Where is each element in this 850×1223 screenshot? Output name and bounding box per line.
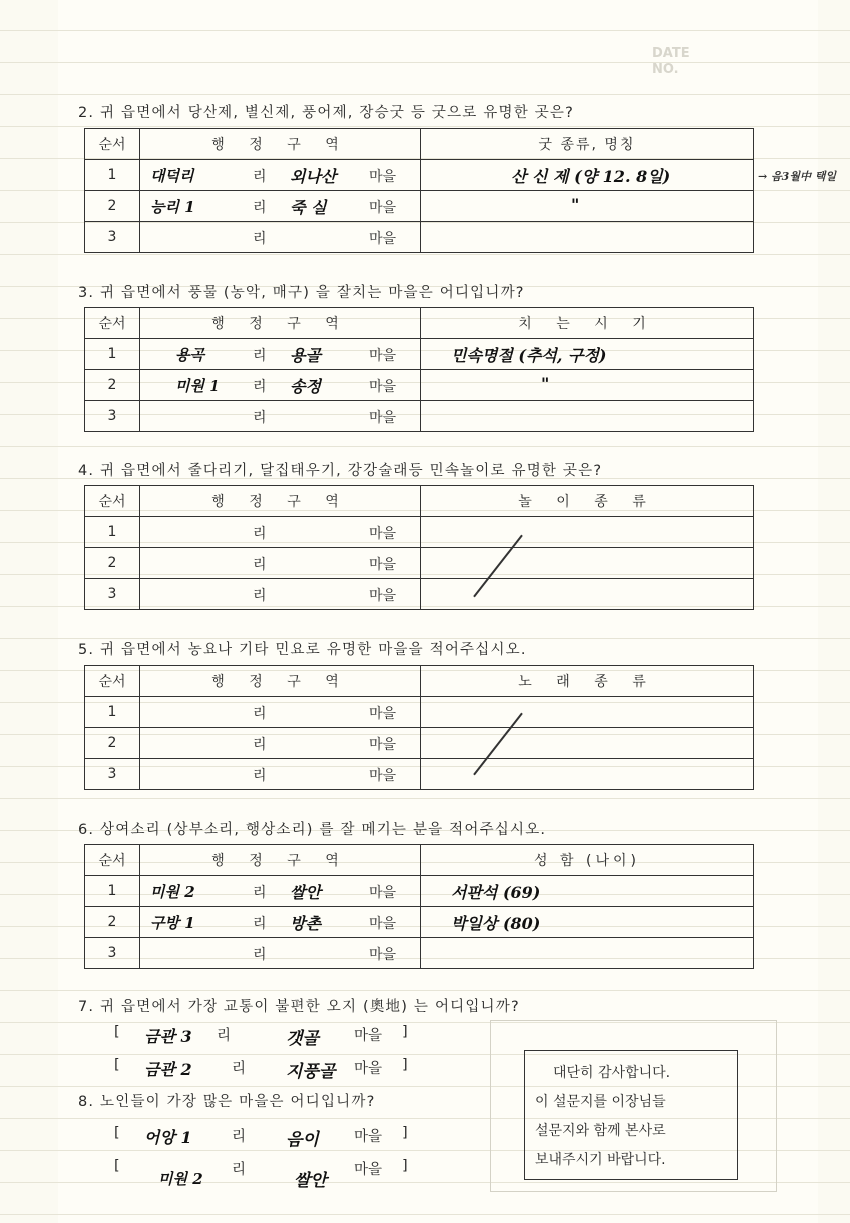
right-cell[interactable] <box>421 697 754 728</box>
question-5: 5. 귀 읍면에서 농요나 기타 민요로 유명한 마을을 적어주십시오. <box>78 642 527 658</box>
thanks-line-3: 설문지와 함께 본사로 <box>535 1123 666 1139</box>
maeul-label: 마을 <box>354 1129 383 1145</box>
maeul-label: 마을 <box>368 200 396 216</box>
header-num: 순서 <box>85 845 140 876</box>
header-area: 행 정 구 역 <box>140 666 421 697</box>
ri-label: 리 <box>253 526 267 542</box>
header-name-age: 성 함 (나이) <box>421 845 754 876</box>
thanks-line-1: 대단히 감사합니다. <box>553 1065 671 1081</box>
right-cell[interactable] <box>421 728 754 759</box>
maeul-label: 마을 <box>368 737 396 753</box>
thanks-line-4: 보내주시기 바랍니다. <box>535 1152 666 1168</box>
right-cell[interactable] <box>421 759 754 790</box>
right-cell[interactable] <box>421 370 754 401</box>
maeul-label: 마을 <box>354 1162 383 1178</box>
header-num: 순서 <box>85 129 140 160</box>
table-row <box>85 370 754 401</box>
right-value: 민속명절 (추석, 구정) <box>451 346 607 365</box>
maeul-label: 마을 <box>368 947 396 963</box>
ri-label: 리 <box>232 1129 247 1145</box>
area-cell[interactable] <box>140 728 421 759</box>
area-cell[interactable] <box>140 401 421 432</box>
right-cell[interactable] <box>421 907 754 938</box>
ri-label: 리 <box>253 737 267 753</box>
maeul-label: 마을 <box>368 348 396 364</box>
table-q6 <box>84 844 754 969</box>
header-num: 순서 <box>85 486 140 517</box>
row-num: 2 <box>85 728 140 759</box>
ri-label: 리 <box>253 557 267 573</box>
open-bracket: [ <box>114 1024 120 1040</box>
ri-value: 미원 2 <box>158 1170 203 1188</box>
question-3: 3. 귀 읍면에서 풍물 (농악, 매구) 을 잘치는 마을은 어디입니까? <box>78 285 525 301</box>
close-bracket: ] <box>402 1057 408 1073</box>
right-cell[interactable] <box>421 191 754 222</box>
header-area: 행 정 구 역 <box>140 486 421 517</box>
table-row <box>85 191 754 222</box>
area-cell[interactable] <box>140 339 421 370</box>
maeul-label: 마을 <box>368 768 396 784</box>
ri-label: 리 <box>232 1162 247 1178</box>
maeul-label: 마을 <box>354 1028 383 1044</box>
table-row <box>85 759 754 790</box>
date-stamp <box>652 46 690 78</box>
maeul-label: 마을 <box>368 916 396 932</box>
table-row <box>85 401 754 432</box>
open-bracket: [ <box>114 1125 120 1141</box>
row-num: 3 <box>85 222 140 253</box>
maeul-value: 죽 실 <box>290 198 327 217</box>
ri-value: 대덕리 <box>150 167 194 185</box>
maeul-label: 마을 <box>354 1061 383 1077</box>
area-cell[interactable] <box>140 938 421 969</box>
row-num: 1 <box>85 876 140 907</box>
maeul-label: 마을 <box>368 169 396 185</box>
table-row <box>85 517 754 548</box>
row-num: 2 <box>85 548 140 579</box>
ruled-line <box>0 62 850 63</box>
ri-value: 금관 2 <box>144 1060 192 1079</box>
ri-label: 리 <box>217 1028 232 1044</box>
header-area: 행 정 구 역 <box>140 129 421 160</box>
ri-value: 능리 1 <box>150 198 195 216</box>
ruled-line <box>0 254 850 255</box>
maeul-value: 외나산 <box>290 167 337 186</box>
area-cell[interactable] <box>140 697 421 728</box>
row-num: 3 <box>85 938 140 969</box>
open-bracket: [ <box>114 1158 120 1174</box>
maeul-label: 마을 <box>368 885 396 901</box>
table-q4 <box>84 485 754 610</box>
q7-answer-2[interactable] <box>114 1057 434 1081</box>
right-cell[interactable] <box>421 579 754 610</box>
maeul-label: 마을 <box>368 557 396 573</box>
close-bracket: ] <box>402 1024 408 1040</box>
thanks-box <box>524 1050 738 1180</box>
ruled-line <box>0 1214 850 1215</box>
ri-label: 리 <box>253 169 267 185</box>
maeul-value: 쌀안 <box>294 1171 327 1191</box>
date-label: DATE <box>652 46 690 61</box>
header-area: 행 정 구 역 <box>140 845 421 876</box>
header-song: 노 래 종 류 <box>421 666 754 697</box>
ri-value: 미원 2 <box>150 883 195 901</box>
maeul-value: 음이 <box>286 1130 319 1150</box>
ruled-line <box>0 446 850 447</box>
right-value: " <box>571 195 580 214</box>
right-value: 서판석 (69) <box>451 883 541 902</box>
row-num: 1 <box>85 339 140 370</box>
right-cell[interactable] <box>421 160 754 191</box>
maeul-label: 마을 <box>368 231 396 247</box>
row-num: 2 <box>85 370 140 401</box>
table-row <box>85 728 754 759</box>
ri-value: 미원 1 <box>175 377 220 395</box>
close-bracket: ] <box>402 1158 408 1174</box>
row-num: 1 <box>85 697 140 728</box>
maeul-value: 송정 <box>290 377 321 396</box>
ruled-line <box>0 30 850 31</box>
area-cell[interactable] <box>140 160 421 191</box>
question-6: 6. 상여소리 (상부소리, 행상소리) 를 잘 메기는 분을 적어주십시오. <box>78 822 547 838</box>
ruled-line <box>0 126 850 127</box>
q8-answer-2[interactable] <box>114 1158 434 1191</box>
ri-value: 어앙 1 <box>144 1128 192 1147</box>
area-cell[interactable] <box>140 876 421 907</box>
right-cell[interactable] <box>421 548 754 579</box>
area-cell[interactable] <box>140 579 421 610</box>
maeul-label: 마을 <box>368 588 396 604</box>
ri-value: 구방 1 <box>150 914 195 932</box>
question-4: 4. 귀 읍면에서 줄다리기, 달집태우기, 강강술래등 민속놀이로 유명한 곳은? <box>78 463 603 479</box>
maeul-value: 지풍골 <box>286 1062 336 1082</box>
table-row <box>85 697 754 728</box>
maeul-label: 마을 <box>368 706 396 722</box>
row-num: 2 <box>85 191 140 222</box>
table-row <box>85 876 754 907</box>
table-q5 <box>84 665 754 790</box>
ri-label: 리 <box>253 588 267 604</box>
header-time: 치 는 시 기 <box>421 308 754 339</box>
ri-label: 리 <box>232 1061 247 1077</box>
header-num: 순서 <box>85 666 140 697</box>
row-num: 1 <box>85 517 140 548</box>
q8-answer-1[interactable] <box>114 1125 434 1149</box>
close-bracket: ] <box>402 1125 408 1141</box>
question-8: 8. 노인들이 가장 많은 마을은 어디입니까? <box>78 1094 376 1110</box>
area-cell[interactable] <box>140 517 421 548</box>
ruled-line <box>0 990 850 991</box>
area-cell[interactable] <box>140 370 421 401</box>
ruled-line <box>0 798 850 799</box>
right-cell[interactable] <box>421 401 754 432</box>
table-q3 <box>84 307 754 432</box>
right-value: 박일상 (80) <box>451 914 541 933</box>
right-value: 산 신 제 (양 12. 8일) <box>511 167 671 186</box>
area-cell[interactable] <box>140 548 421 579</box>
ri-label: 리 <box>253 916 267 932</box>
right-cell[interactable] <box>421 222 754 253</box>
right-cell[interactable] <box>421 517 754 548</box>
table-row <box>85 938 754 969</box>
ri-value: 용곡 <box>175 346 204 364</box>
table-row <box>85 222 754 253</box>
ri-label: 리 <box>253 885 267 901</box>
header-type: 굿 종류, 명칭 <box>421 129 754 160</box>
table-row <box>85 548 754 579</box>
table-row <box>85 160 754 191</box>
question-2: 2. 귀 읍면에서 당산제, 별신제, 풍어제, 장승굿 등 굿으로 유명한 곳은? <box>78 105 575 121</box>
row-num: 1 <box>85 160 140 191</box>
ri-label: 리 <box>253 410 267 426</box>
ruled-line <box>0 94 850 95</box>
ri-label: 리 <box>253 231 267 247</box>
area-cell[interactable] <box>140 222 421 253</box>
maeul-label: 마을 <box>368 410 396 426</box>
header-num: 순서 <box>85 308 140 339</box>
area-cell[interactable] <box>140 759 421 790</box>
header-area: 행 정 구 역 <box>140 308 421 339</box>
maeul-label: 마을 <box>368 379 396 395</box>
ri-label: 리 <box>253 768 267 784</box>
table-row <box>85 339 754 370</box>
question-7: 7. 귀 읍면에서 가장 교통이 불편한 오지 (奧地) 는 어디입니까? <box>78 999 520 1015</box>
q7-answer-1[interactable] <box>114 1024 434 1048</box>
right-value: " <box>541 374 550 393</box>
maeul-label: 마을 <box>368 526 396 542</box>
ri-label: 리 <box>253 200 267 216</box>
area-cell[interactable] <box>140 191 421 222</box>
right-cell[interactable] <box>421 876 754 907</box>
ri-value: 금관 3 <box>144 1027 192 1046</box>
row-num: 3 <box>85 759 140 790</box>
no-label: NO. <box>652 62 679 77</box>
maeul-value: 갯골 <box>286 1029 319 1049</box>
table-q2 <box>84 128 754 253</box>
open-bracket: [ <box>114 1057 120 1073</box>
table-row <box>85 907 754 938</box>
header-game: 놀 이 종 류 <box>421 486 754 517</box>
right-cell[interactable] <box>421 339 754 370</box>
ri-label: 리 <box>253 947 267 963</box>
ri-label: 리 <box>253 379 267 395</box>
table-row <box>85 579 754 610</box>
row-num: 3 <box>85 579 140 610</box>
area-cell[interactable] <box>140 907 421 938</box>
margin-note: → 음3월中 택일 <box>758 170 837 183</box>
ri-label: 리 <box>253 706 267 722</box>
row-num: 3 <box>85 401 140 432</box>
maeul-value: 용골 <box>290 346 321 365</box>
maeul-value: 쌀안 <box>290 883 321 902</box>
ri-label: 리 <box>253 348 267 364</box>
thanks-line-2: 이 설문지를 이장님들 <box>535 1094 666 1110</box>
right-cell[interactable] <box>421 938 754 969</box>
maeul-value: 방촌 <box>290 914 321 933</box>
row-num: 2 <box>85 907 140 938</box>
